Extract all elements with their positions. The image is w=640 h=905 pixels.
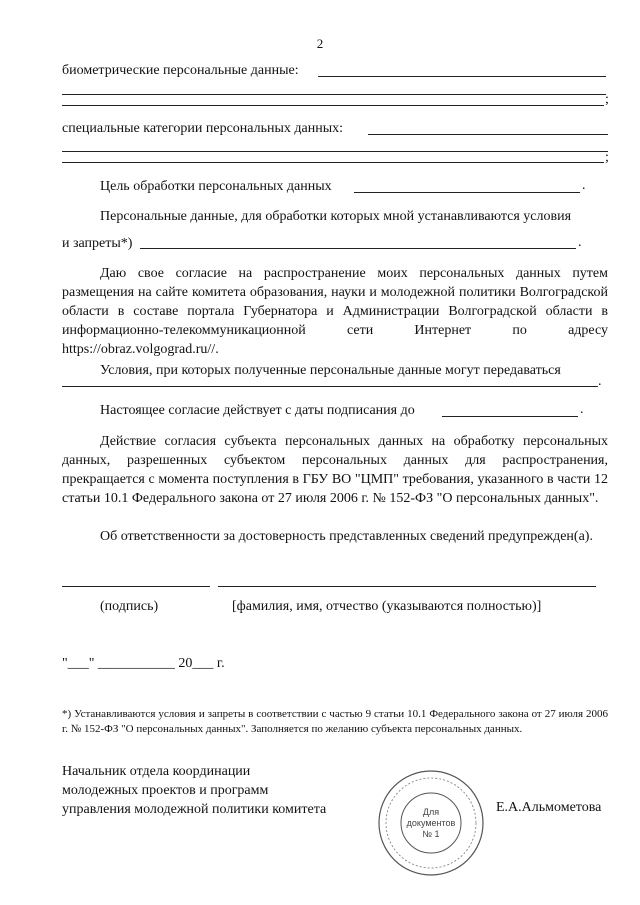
signatory-position-line: молодежных проектов и программ [62, 783, 269, 798]
conditions-intro: Персональные данные, для обработки которых мной устанавливаются условия [100, 209, 572, 224]
date-line: "___" ___________ 20___ г. [62, 656, 225, 671]
special-line-2 [62, 151, 608, 152]
full-name-caption: [фамилия, имя, отчество (указываются полностью)] [232, 599, 542, 614]
biometric-line-2 [62, 94, 606, 95]
transfer-conditions-line [62, 386, 598, 387]
valid-until-period: . [580, 402, 584, 417]
biometric-line-3 [62, 105, 604, 106]
consent-paragraph: Даю свое согласие на распространение моих персональных данных путем размещения на сайте комитета образования, науки и молодежной политики Волгоградской области в составе портала Губернатора и Администрации Волгоградской области в информационно-телекоммуникационной сети Интернет по адресу https://obraz.volgograd.ru//. [62, 266, 608, 357]
valid-until-label: Настоящее согласие действует с даты подписания до [100, 403, 415, 418]
stamp-text: № 1 [422, 829, 440, 839]
biometric-line-1 [318, 76, 606, 77]
purpose-label: Цель обработки персональных данных [100, 179, 332, 194]
conditions-period: . [578, 235, 582, 250]
purpose-period: . [582, 178, 586, 193]
signature-line [62, 586, 210, 587]
full-name-line [218, 586, 596, 587]
conditions-line [140, 248, 576, 249]
termination-paragraph: Действие согласия субъекта персональных данных на обработку персональных данных, разрешенных субъектом персональных данных для распространения, прекращается с момента поступления в ГБУ ВО "ЦМП" требования, указанного в части 12 статьи 10.1 Федерального закона от 27 июля 2006 г. № 152-ФЗ "О персональных данных". [62, 434, 608, 506]
purpose-line [354, 192, 580, 193]
signature-caption: (подпись) [100, 599, 159, 614]
signatory-position-line: Начальник отдела координации [62, 764, 251, 779]
round-stamp [376, 768, 486, 878]
special-line-1 [368, 134, 608, 135]
biometric-label: биометрические персональные данные: [62, 63, 299, 78]
special-line-3 [62, 162, 604, 163]
page-number: 2 [316, 36, 324, 51]
transfer-conditions-label: Условия, при которых полученные персональные данные могут передаваться [100, 363, 561, 378]
valid-until-line [442, 416, 578, 417]
stamp-text: Для [422, 807, 440, 817]
conditions-prefix: и запреты*) [62, 236, 133, 251]
signatory-position-line: управления молодежной политики комитета [62, 802, 327, 817]
signatory-name: Е.А.Альмометова [496, 800, 602, 815]
stamp-text: документов [406, 818, 456, 828]
special-semicolon: ; [605, 150, 609, 165]
responsibility-paragraph: Об ответственности за достоверность представленных сведений предупрежден(а). [100, 529, 593, 544]
special-categories-label: специальные категории персональных данных: [62, 121, 344, 136]
signatory-position [62, 762, 326, 819]
footnote: *) Устанавливаются условия и запреты в соответствии с частью 9 статьи 10.1 Федерального закона от 27 июля 2006 г. № 152-ФЗ "О персональных данных". Заполняется по желанию субъекта персональных данных. [62, 708, 608, 735]
transfer-period: . [598, 374, 602, 389]
biometric-semicolon: ; [605, 92, 609, 107]
